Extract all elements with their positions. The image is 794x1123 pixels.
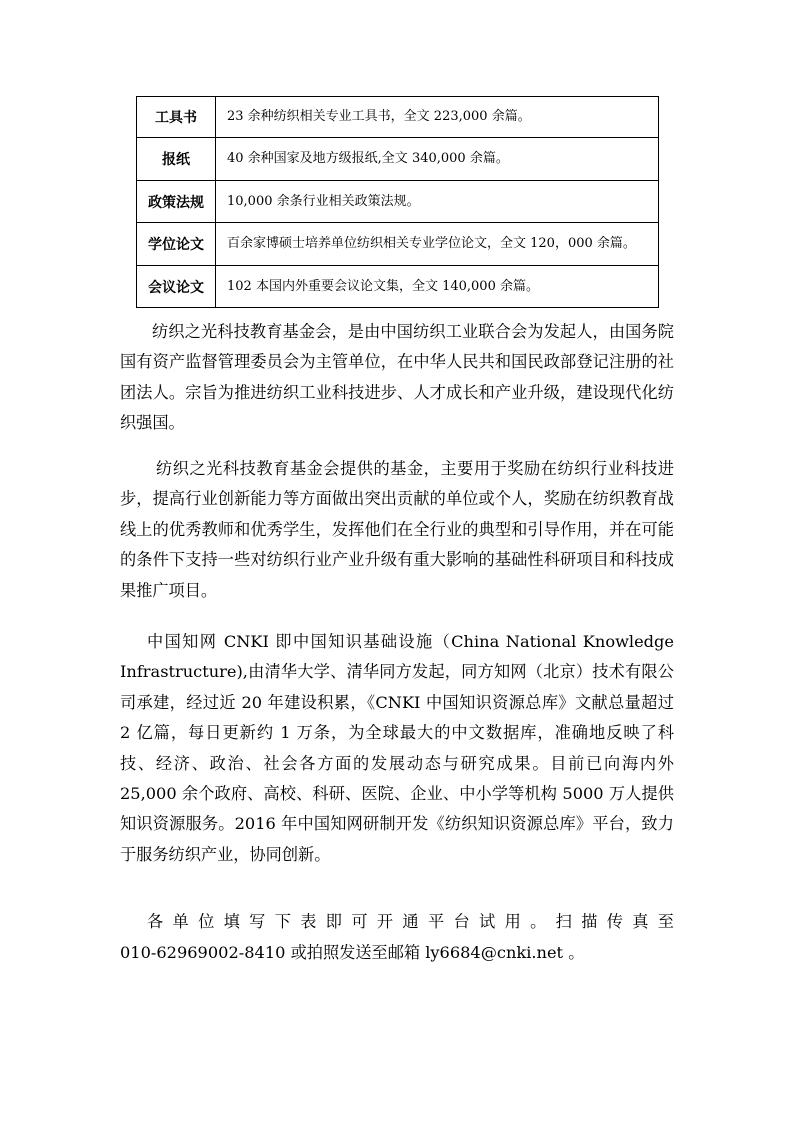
table-row — [137, 181, 659, 223]
paragraph-trial-instructions: 各单位填写下表即可开通平台试用。扫描传真至 — [147, 912, 674, 931]
row-description: 40 余种国家及地方级报纸,全文 340,000 余篇。 — [216, 138, 659, 181]
row-label: 会议论文 — [137, 266, 216, 308]
row-label: 报纸 — [137, 138, 216, 181]
table-row — [137, 97, 659, 138]
paragraph-foundation-intro: 纺织之光科技教育基金会，是由中国纺织工业联合会为发起人，由国务院国有资产监督管理委员会为主管单位，在中华人民共和国民政部登记注册的社团法人。宗旨为推进纺织工业科技进步、人才成长和产业升级，建设现代化纺织强国。 — [120, 322, 674, 433]
row-description: 102 本国内外重要会议论文集，全文 140,000 余篇。 — [216, 266, 659, 308]
row-label: 政策法规 — [137, 181, 216, 223]
row-label: 学位论文 — [137, 223, 216, 266]
contact-info-line: 010-62969002-8410 或拍照发送至邮箱 ly6684@cnki.net 。 — [120, 943, 585, 962]
row-description: 百余家博硕士培养单位纺织相关专业学位论文，全文 120，000 余篇。 — [216, 223, 659, 266]
table-row — [137, 223, 659, 266]
row-label: 工具书 — [137, 97, 216, 138]
row-description: 23 余种纺织相关专业工具书，全文 223,000 余篇。 — [216, 97, 659, 138]
table-row — [137, 266, 659, 308]
table-row — [137, 138, 659, 181]
resource-table — [136, 96, 659, 308]
paragraph-foundation-fund: 纺织之光科技教育基金会提供的基金，主要用于奖励在纺织行业科技进步，提高行业创新能力等方面做出突出贡献的单位或个人，奖励在纺织教育战线上的优秀教师和优秀学生，发挥他们在全行业的典型和引导作用，并在可能的条件下支持一些对纺织行业产业升级有重大影响的基础性科研项目和科技成果推广项目。 — [120, 459, 674, 600]
paragraph-cnki-intro: 中国知网 CNKI 即中国知识基础设施（China National Knowledge Infrastructure),由清华大学、清华同方发起，同方知网（北京）技术有限公司承建，经过近 20 年建设积累，《CNKI 中国知识资源总库》文献总量超过 2 亿篇，每日更新约 1 万条，为全球最大的中文数据库，准确地反映了科技、经济、政治、社会各方面的发展动态与研究成果。目前已向海内外 25,000 余个政府、高校、科研、医院、企业、中小学等机构 5000 万人提供知识资源服务。2016 年中国知网研制开发《纺织知识资源总库》平台，致力于服务纺织产业，协同创新。 — [120, 632, 674, 864]
row-description: 10,000 余条行业相关政策法规。 — [216, 181, 659, 223]
